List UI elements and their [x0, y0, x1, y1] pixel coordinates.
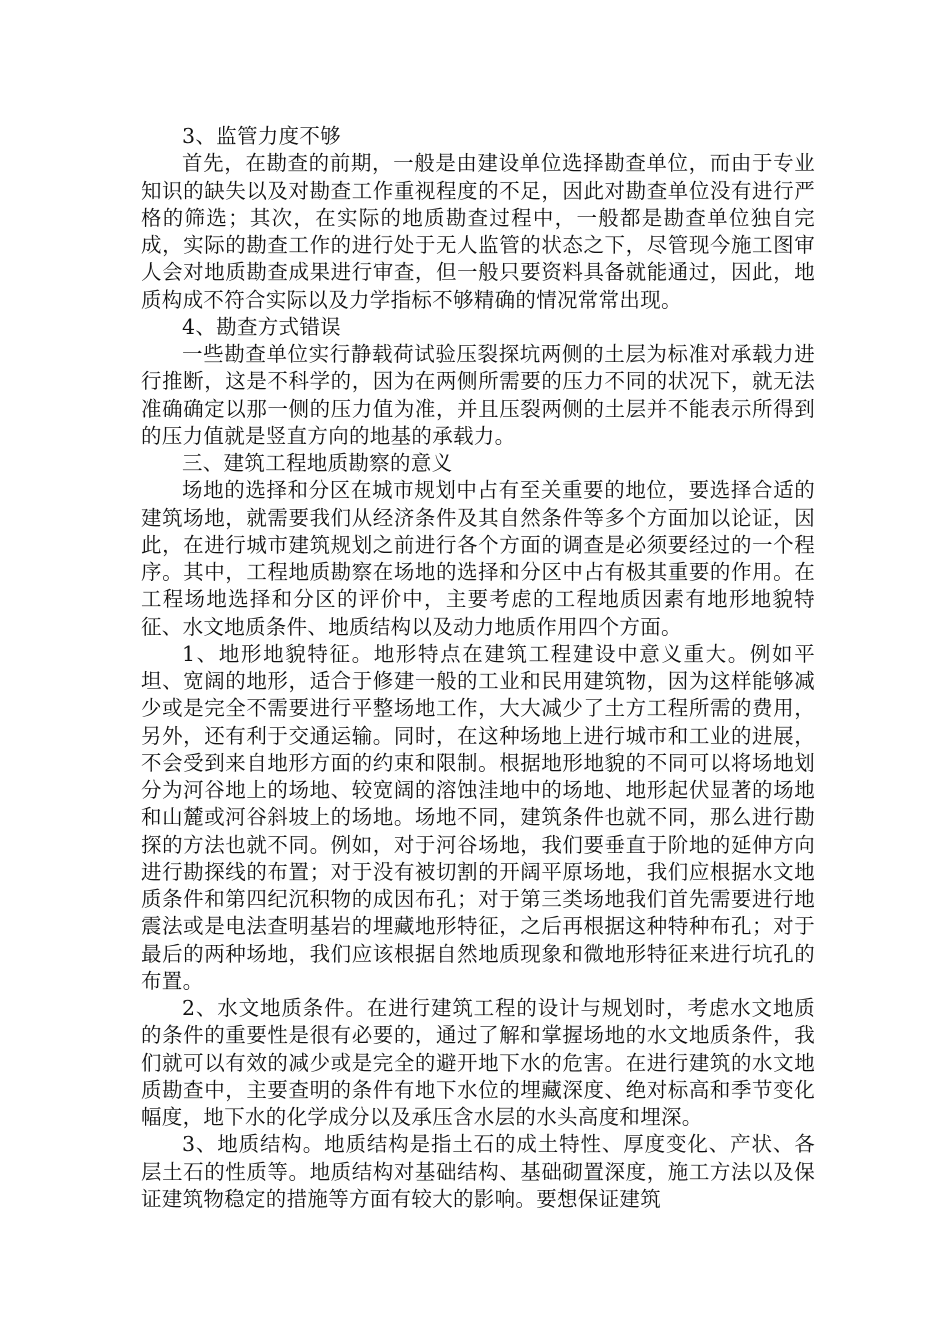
- section-heading-supervision: 3、监管力度不够: [182, 124, 341, 148]
- paragraph-landform: 1、地形地貌特征。地形特点在建筑工程建设中意义重大。例如平坦、宽阔的地形，适合于修建一般的工业和民用建筑物，因为这样能够减少或是完全不需要进行平整场地工作，大大减少了土方工程所需的费用，另外，还有利于交通运输。同时，在这种场地上进行城市和工业的进展，不会受到来自地形方面的约束和限制。根据地形地貌的不同可以将场地划分为河谷地上的场地、较宽阔的溶蚀洼地中的场地、地形起伏显著的场地和山麓或河谷斜坡上的场地。场地不同，建筑条件也就不同，那么进行勘探的方法也就不同。例如，对于河谷场地，我们要垂直于阶地的延伸方向进行勘探线的布置；对于没有被切割的开阔平原场地，我们应根据水文地质条件和第四纪沉积物的成因布孔；对于第三类场地我们首先需要进行地震法或是电法查明基岩的埋藏地形特征，之后再根据这种特种布孔；对于最后的两种场地，我们应该根据自然地质现象和微地形特征来进行坑孔的布置。: [141, 641, 815, 993]
- paragraph-hydrogeology: 2、水文地质条件。在进行建筑工程的设计与规划时，考虑水文地质的条件的重要性是很有必要的，通过了解和掌握场地的水文地质条件，我们就可以有效的减少或是完全的避开地下水的危害。在进行建筑的水文地质勘查中，主要查明的条件有地下水位的埋藏深度、绝对标高和季节变化幅度，地下水的化学成分以及承压含水层的水头高度和埋深。: [141, 996, 815, 1129]
- section-heading-survey-method: 4、勘查方式错误: [182, 314, 341, 339]
- paragraph-site-selection: 场地的选择和分区在城市规划中占有至关重要的地位，要选择合适的建筑场地，就需要我们从经济条件及其自然条件等多个方面加以论证，因此，在进行城市建筑规划之前进行各个方面的调查是必须要经过的一个程序。其中，工程地质勘察在场地的选择和分区中占有极其重要的作用。在工程场地选择和分区的评价中，主要考虑的工程地质因素有地形地貌特征、水文地质条件、地质结构以及动力地质作用四个方面。: [141, 478, 815, 639]
- paragraph-survey-method: 一些勘查单位实行静载荷试验压裂探坑两侧的土层为标准对承载力进行推断，这是不科学的，因为在两侧所需要的压力不同的状况下，就无法准确确定以那一侧的压力值为准，并且压裂两侧的土层并不能表示所得到的压力值就是竖直方向的地基的承载力。: [141, 342, 815, 448]
- document-body: [141, 123, 815, 1213]
- section-heading-significance: 三、建筑工程地质勘察的意义: [182, 451, 453, 475]
- paragraph-geologic-structure: 3、地质结构。地质结构是指土石的成土特性、厚度变化、产状、各层土石的性质等。地质结构对基础结构、基础砌置深度，施工方法以及保证建筑物稳定的措施等方面有较大的影响。要想保证建筑: [141, 1132, 815, 1211]
- paragraph-supervision: 首先，在勘查的前期，一般是由建设单位选择勘查单位，而由于专业知识的缺失以及对勘查工作重视程度的不足，因此对勘查单位没有进行严格的筛选；其次，在实际的地质勘查过程中，一般都是勘查单位独自完成，实际的勘查工作的进行处于无人监管的状态之下，尽管现今施工图审人会对地质勘查成果进行审查，但一般只要资料具备就能通过，因此，地质构成不符合实际以及力学指标不够精确的情况常常出现。: [141, 151, 815, 312]
